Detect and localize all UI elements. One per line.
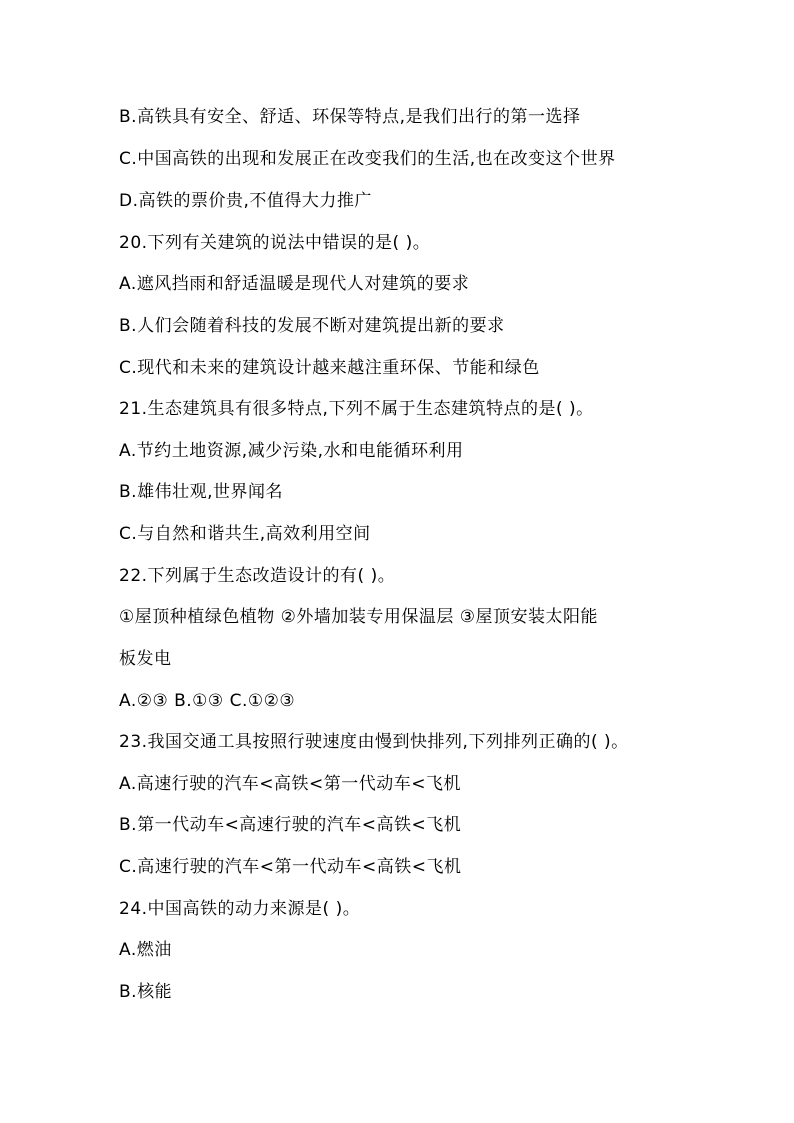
option-20a: A.遮风挡雨和舒适温暖是现代人对建筑的要求 (119, 274, 470, 294)
question-20: 20.下列有关建筑的说法中错误的是( )。 (119, 233, 431, 253)
question-21: 21.生态建筑具有很多特点,下列不属于生态建筑特点的是( )。 (119, 399, 594, 419)
option-23c: C.高速行驶的汽车<第一代动车<高铁<飞机 (119, 857, 462, 877)
option-21c: C.与自然和谐共生,高效利用空间 (119, 524, 371, 544)
question-22: 22.下列属于生态改造设计的有( )。 (119, 566, 396, 586)
option-20c: C.现代和未来的建筑设计越来越注重环保、节能和绿色 (119, 358, 540, 378)
option-23b: B.第一代动车<高速行驶的汽车<高铁<飞机 (119, 815, 462, 835)
option-24b: B.核能 (119, 982, 173, 1002)
option-20b: B.人们会随着科技的发展不断对建筑提出新的要求 (119, 316, 505, 336)
option-19d: D.高铁的票价贵,不值得大力推广 (119, 191, 372, 211)
statement-22-continued: 板发电 (119, 649, 172, 669)
question-24: 24.中国高铁的动力来源是( )。 (119, 899, 361, 919)
option-23a: A.高速行驶的汽车<高铁<第一代动车<飞机 (119, 774, 461, 794)
option-19b: B.高铁具有安全、舒适、环保等特点,是我们出行的第一选择 (119, 107, 581, 127)
question-23: 23.我国交通工具按照行驶速度由慢到快排列,下列排列正确的( )。 (119, 732, 629, 752)
option-21a: A.节约土地资源,减少污染,水和电能循环利用 (119, 441, 464, 461)
option-21b: B.雄伟壮观,世界闻名 (119, 482, 283, 502)
options-22: A.②③ B.①③ C.①②③ (119, 691, 296, 711)
statement-22-items: ①屋顶种植绿色植物 ②外墙加装专用保温层 ③屋顶安装太阳能 (119, 607, 599, 627)
option-19c: C.中国高铁的出现和发展正在改变我们的生活,也在改变这个世界 (119, 149, 616, 169)
option-24a: A.燃油 (119, 940, 172, 960)
